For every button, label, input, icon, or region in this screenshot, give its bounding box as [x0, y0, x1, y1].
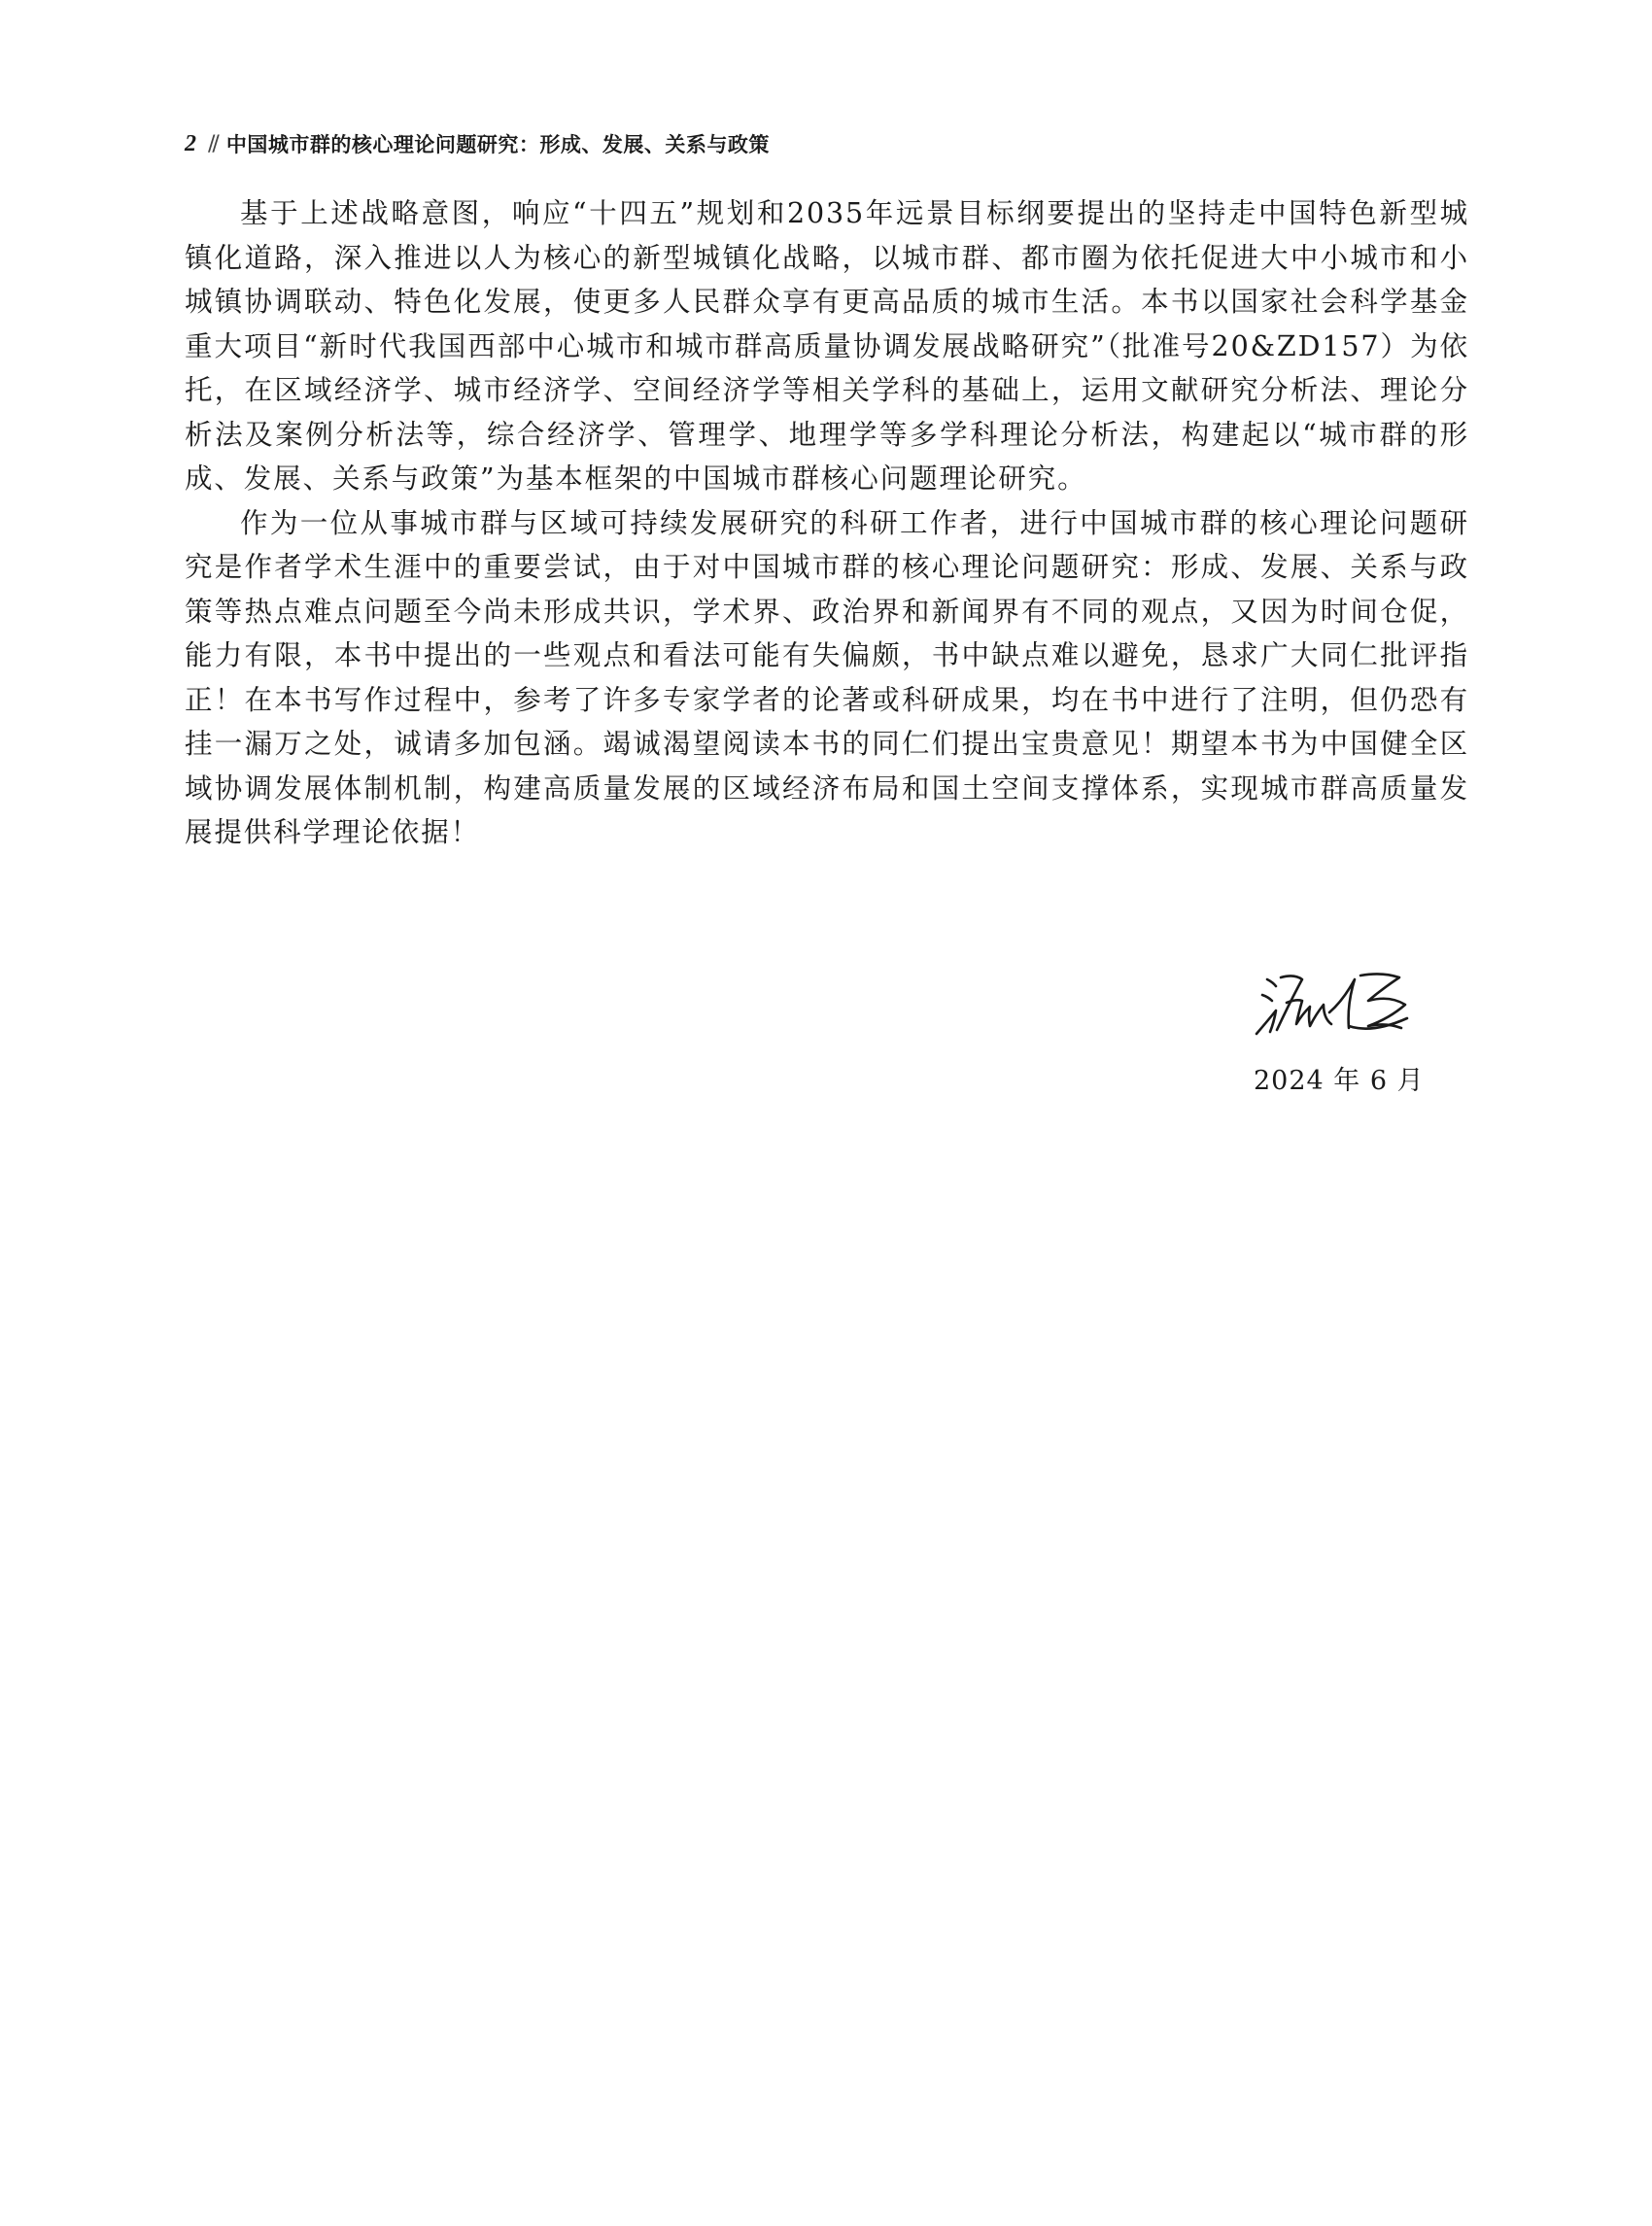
signature-date: 2024 年 6 月: [1254, 1066, 1425, 1096]
paragraph-1: 基于上述战略意图，响应“十四五”规划和2035年远景目标纲要提出的坚持走中国特色新型城镇化道路，深入推进以人为核心的新型城镇化战略，以城市群、都市圈为依托促进大中小城市和小城镇协调联动、特色化发展，使更多人民群众享有更高品质的城市生活。本书以国家社会科学基金重大项目“新时代我国西部中心城市和城市群高质量协调发展战略研究”（批准号20&ZD157）为依托，在区域经济学、城市经济学、空间经济学等相关学科的基础上，运用文献研究分析法、理论分析法及案例分析法等，综合经济学、管理学、地理学等多学科理论分析法，构建起以“城市群的形成、发展、关系与政策”为基本框架的中国城市群核心问题理论研究。: [185, 197, 1469, 495]
book-title: 中国城市群的核心理论问题研究：形成、发展、关系与政策: [225, 133, 770, 156]
running-header: [185, 127, 770, 160]
handwritten-signature: [1252, 970, 1427, 1049]
header-separator: //: [208, 131, 217, 156]
paragraph-2: 作为一位从事城市群与区域可持续发展研究的科研工作者，进行中国城市群的核心理论问题研究是作者学术生涯中的重要尝试，由于对中国城市群的核心理论问题研究：形成、发展、关系与政策等热点难点问题至今尚未形成共识，学术界、政治界和新闻界有不同的观点，又因为时间仓促，能力有限，本书中提出的一些观点和看法可能有失偏颇，书中缺点难以避免，恳求广大同仁批评指正！在本书写作过程中，参考了许多专家学者的论著或科研成果，均在书中进行了注明，但仍恐有挂一漏万之处，诚请多加包涵。竭诚渴望阅读本书的同仁们提出宝贵意见！期望本书为中国健全区域协调发展体制机制，构建高质量发展的区域经济布局和国土空间支撑体系，实现城市群高质量发展提供科学理论依据！: [185, 506, 1469, 848]
page-number: 2: [185, 130, 196, 156]
body-text: [185, 191, 1469, 855]
